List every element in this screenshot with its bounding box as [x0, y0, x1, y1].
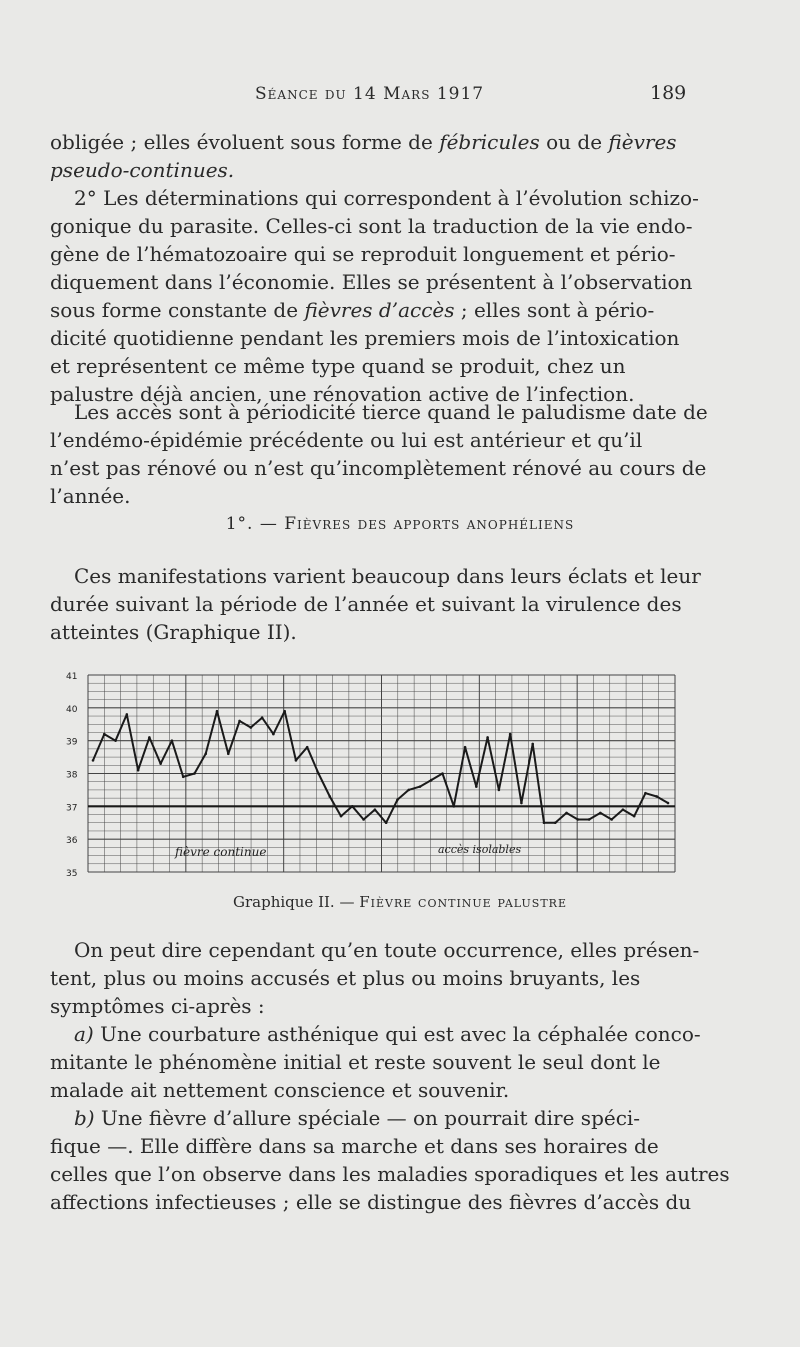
data-point [295, 759, 298, 762]
paragraph-fievre [50, 1104, 730, 1216]
page-header [0, 80, 800, 110]
text-line: celles que l’on observe dans les maladies sporadiques et les autres [50, 1162, 730, 1186]
data-point [509, 733, 512, 736]
annotation-fievre-continue: fièvre continue [175, 845, 267, 859]
data-point [655, 795, 658, 798]
data-point [114, 739, 117, 742]
data-point [137, 769, 140, 772]
data-point [103, 733, 106, 736]
data-point [148, 736, 151, 739]
text-line [50, 1104, 700, 1132]
data-point [599, 812, 602, 815]
section-title: Fièvres des apports anophéliens [284, 514, 575, 534]
data-point [588, 818, 591, 821]
text-line [50, 1020, 700, 1048]
y-tick-label: 35 [66, 869, 78, 879]
text-run: ; elles sont à pério- [454, 298, 655, 322]
text-line: affections infectieuses ; elle se distingue des fièvres d’accès du [50, 1190, 692, 1214]
data-point [498, 789, 501, 792]
data-point [216, 710, 219, 713]
temperature-chart [60, 660, 685, 890]
data-point [531, 743, 534, 746]
y-tick-label: 38 [66, 770, 78, 781]
data-point [92, 759, 95, 762]
text-line [50, 296, 700, 324]
text-line: et représentent ce même type quand se produit, chez un [50, 354, 626, 378]
data-point [374, 808, 377, 811]
annotation-acces-isolables: accès isolables [438, 843, 522, 856]
data-point [622, 808, 625, 811]
data-point [644, 792, 647, 795]
data-point [238, 720, 241, 723]
text-line: tent, plus ou moins accusés et plus ou moins bruyants, les [50, 966, 641, 990]
data-point [126, 713, 129, 716]
paragraph-determinations [50, 184, 700, 408]
data-point [452, 805, 455, 808]
text-line [50, 128, 700, 156]
text-line: durée suivant la période de l’année et suivant la virulence des [50, 592, 682, 616]
text-line: dicité quotidienne pendant les premiers mois de l’intoxication [50, 326, 680, 350]
data-point [486, 736, 489, 739]
text-line: n’est pas rénové ou n’est qu’incomplètement rénové au cours de [50, 456, 707, 480]
y-tick-label: 37 [66, 803, 78, 814]
text-line: l’année. [50, 484, 131, 508]
text-run: Une fièvre d’allure spéciale — on pourrait dire spéci- [94, 1106, 641, 1130]
text-line: fique —. Elle diffère dans sa marche et dans ses horaires de [50, 1134, 659, 1158]
text-line: diquement dans l’économie. Elles se présentent à l’observation [50, 270, 693, 294]
section-heading [0, 514, 800, 534]
paragraph-manifestations [50, 562, 700, 646]
text-line: On peut dire cependant qu’en toute occurrence, elles présen- [74, 938, 700, 962]
data-point [407, 789, 410, 792]
data-point [554, 821, 557, 824]
paragraph-courbature [50, 1020, 700, 1104]
data-point [565, 812, 568, 815]
paragraph-periodicite [50, 398, 708, 510]
data-point [577, 818, 580, 821]
italic-term: fébricules [439, 130, 540, 154]
paragraph-continuation [50, 128, 700, 184]
y-tick-label: 36 [66, 836, 78, 847]
page-number: 189 [650, 82, 687, 104]
data-point [351, 805, 354, 808]
data-point [419, 785, 422, 788]
data-point [396, 798, 399, 801]
caption-prefix: Graphique II. — [233, 893, 360, 911]
data-point [261, 716, 264, 719]
y-tick-label: 40 [66, 704, 78, 715]
text-line: 2° Les déterminations qui correspondent à l’évolution schizo- [74, 186, 699, 210]
text-line: gonique du parasite. Celles-ci sont la traduction de la vie endo- [50, 214, 693, 238]
data-point [430, 779, 433, 782]
data-point [193, 772, 196, 775]
data-point [633, 815, 636, 818]
y-tick-label: 41 [66, 672, 78, 682]
italic-term: fièvres [608, 130, 677, 154]
figure-caption [0, 893, 800, 911]
text-line: symptômes ci-après : [50, 994, 265, 1018]
temperature-chart-svg [60, 660, 685, 890]
data-point [171, 739, 174, 742]
data-point [227, 753, 230, 756]
data-point [385, 821, 388, 824]
y-tick-label: 39 [66, 737, 78, 748]
text-line: palustre déjà ancien, une rénovation active de l’infection. [50, 382, 635, 406]
data-point [204, 753, 207, 756]
text-run: ou de [539, 130, 609, 154]
text-line: Ces manifestations varient beaucoup dans leurs éclats et leur [74, 564, 701, 588]
caption-title: Fièvre continue palustre [359, 893, 567, 911]
data-point [543, 821, 546, 824]
text-line: Les accès sont à périodicité tierce quand le paludisme date de [74, 400, 708, 424]
data-point [317, 772, 320, 775]
data-point [250, 726, 253, 729]
data-point [159, 762, 162, 765]
text-run: obligée ; elles évoluent sous forme de [50, 130, 440, 154]
data-point [306, 746, 309, 749]
text-line: malade ait nettement conscience et souvenir. [50, 1078, 510, 1102]
running-title: Séance du 14 Mars 1917 [255, 84, 485, 104]
item-marker: a) [74, 1022, 94, 1046]
data-point [340, 815, 343, 818]
italic-term: fièvres d’accès [304, 298, 455, 322]
data-point [610, 818, 613, 821]
text-line: l’endémo-épidémie précédente ou lui est antérieur et qu’il [50, 428, 643, 452]
text-run: sous forme constante de [50, 298, 305, 322]
text-line: gène de l’hématozoaire qui se reproduit longuement et pério- [50, 242, 676, 266]
data-point [362, 818, 365, 821]
paragraph-symptomes [50, 936, 700, 1020]
section-number: 1°. — [225, 514, 285, 534]
data-point [272, 733, 275, 736]
data-point [328, 795, 331, 798]
data-point [520, 802, 523, 805]
text-run: Une courbature asthénique qui est avec la céphalée conco- [93, 1022, 701, 1046]
data-point [182, 775, 185, 778]
data-point [464, 746, 467, 749]
text-line: atteintes (Graphique II). [50, 620, 297, 644]
data-point [441, 772, 444, 775]
item-marker: b) [74, 1106, 95, 1130]
data-point [475, 785, 478, 788]
data-point [667, 802, 670, 805]
text-line: pseudo-continues. [50, 158, 235, 182]
data-point [283, 710, 286, 713]
text-line: mitante le phénomène initial et reste souvent le seul dont le [50, 1050, 661, 1074]
